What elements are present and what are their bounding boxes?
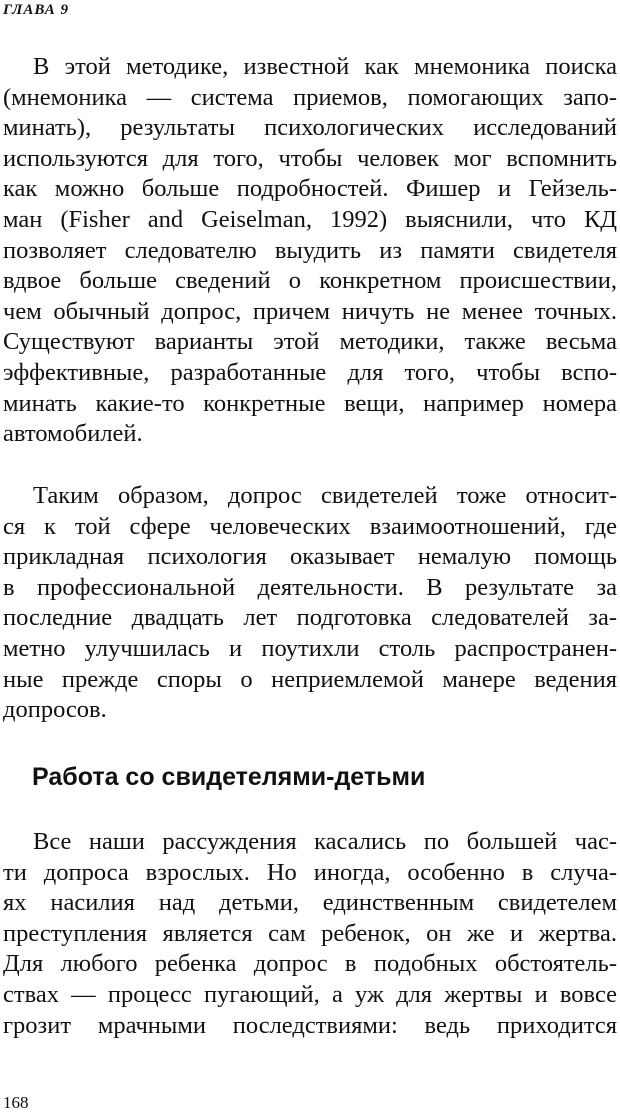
- text-line: метно улучшилась и поутихли столь распространен-: [3, 634, 617, 662]
- text-line: Таким образом, допрос свидетелей тоже относит-: [33, 482, 617, 509]
- text-line: ся к той сфере человеческих взаимоотношений, где: [3, 512, 617, 540]
- text-line: в профессиональной деятельности. В результате за: [3, 573, 617, 601]
- text-line: как можно больше подробностей. Фишер и Гейзель-: [3, 175, 617, 203]
- text-line: ти допроса взрослых. Но иногда, особенно в случа-: [3, 858, 617, 886]
- text-line: грозит мрачными последствиями: ведь приходится: [3, 1011, 617, 1039]
- text-line: чем обычный допрос, причем ничуть не менее точных.: [3, 297, 617, 325]
- text-line: минать какие-то конкретные вещи, например номера: [3, 389, 617, 417]
- text-line: минать), результаты психологических исследований: [3, 114, 617, 142]
- text-line: ные прежде споры о неприемлемой манере ведения: [3, 665, 617, 693]
- section-heading: Работа со свидетелями-детьми: [32, 763, 426, 791]
- page-number: 168: [3, 1093, 29, 1112]
- paragraph-child-witnesses: [3, 827, 617, 1041]
- text-line: допросов.: [3, 696, 107, 724]
- text-line: ях насилия над детьми, единственным свидетелем: [3, 889, 617, 917]
- text-line: прикладная психология оказывает немалую помощь: [3, 543, 617, 571]
- text-line: преступления является сам ребенок, он же и жертва.: [3, 919, 617, 947]
- text-line: эффективные, разработанные для того, чтобы вспо-: [3, 358, 617, 386]
- text-line: В этой методике, известной как мнемоника поиска: [33, 53, 617, 80]
- text-line: Все наши рассуждения касались по большей час-: [33, 828, 617, 855]
- text-line: позволяет следователю выудить из памяти свидетеля: [3, 236, 617, 264]
- paragraph-mnemonic-method: [3, 52, 617, 450]
- text-line: автомобилей.: [3, 420, 143, 448]
- text-line: последние двадцать лет подготовка следователей за-: [3, 604, 617, 632]
- text-line: ствах — процесс пугающий, а уж для жертвы и вовсе: [3, 980, 617, 1008]
- text-line: Существуют варианты этой методики, также весьма: [3, 328, 617, 356]
- running-head: ГЛАВА 9: [3, 2, 70, 18]
- text-line: вдвое больше сведений о конкретном происшествии,: [3, 267, 617, 295]
- paragraph-witness-interrogation: [3, 481, 617, 726]
- text-line: (мнемоника — система приемов, помогающих запо-: [3, 83, 617, 111]
- text-line: ман (Fisher and Geiselman, 1992) выяснили, что КД: [3, 205, 617, 233]
- text-line: используются для того, чтобы человек мог вспомнить: [3, 144, 617, 172]
- text-line: Для любого ребенка допрос в подобных обстоятель-: [3, 950, 617, 978]
